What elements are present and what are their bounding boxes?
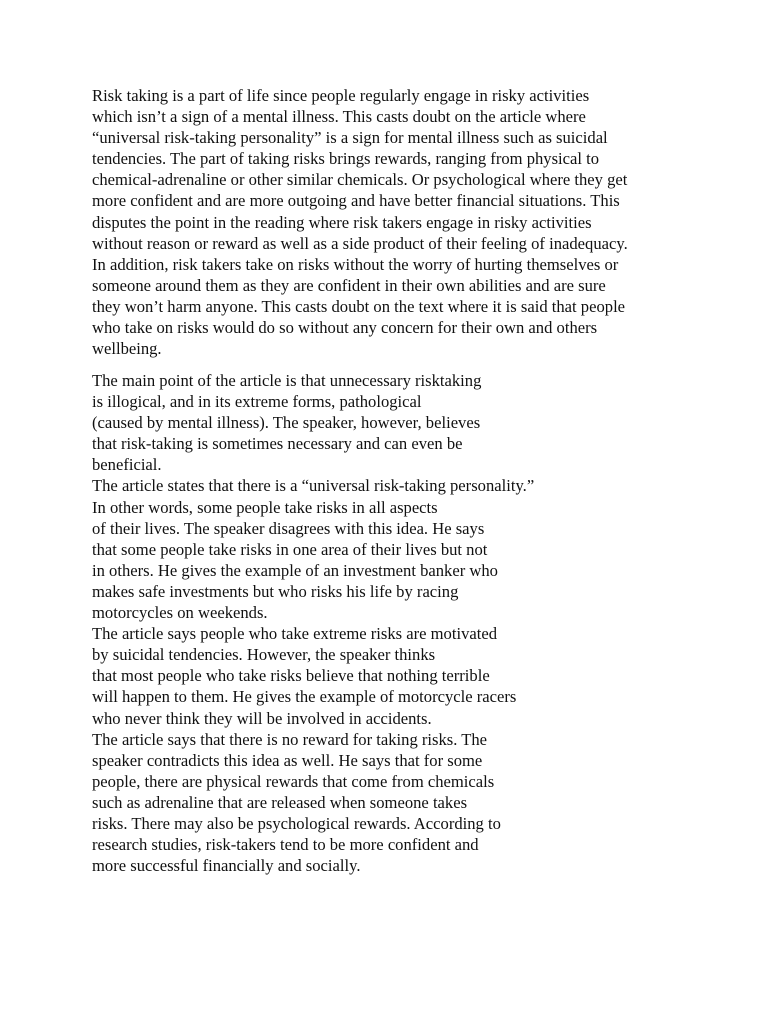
text-line: In addition, risk takers take on risks without the worry of hurting themselves or [92,254,619,274]
text-line: who never think they will be involved in accidents. [92,708,432,728]
text-line: beneficial. [92,455,162,475]
text-line: that risk-taking is sometimes necessary and can even be [92,434,463,454]
text-line: people, there are physical rewards that come from chemicals [92,771,495,791]
text-line: motorcycles on weekends. [92,603,268,623]
text-line: makes safe investments but who risks his life by racing [92,581,459,601]
text-line: risks. There may also be psychological rewards. According to [92,813,501,833]
text-line: wellbeing. [92,339,162,359]
text-line: that most people who take risks believe that nothing terrible [92,666,490,686]
text-line: chemical-adrenaline or other similar chemicals. Or psychological where they get [92,170,628,190]
text-line: disputes the point in the reading where risk takers engage in risky activities [92,212,592,232]
text-line: they won’t harm anyone. This casts doubt on the text where it is said that people [92,296,626,316]
text-line: (caused by mental illness). The speaker, however, believes [92,413,481,433]
text-line: in others. He gives the example of an investment banker who [92,560,498,580]
text-line: who take on risks would do so without any concern for their own and others [92,318,598,338]
text-line: will happen to them. He gives the example of motorcycle racers [92,687,517,707]
text-line: speaker contradicts this idea as well. He says that for some [92,750,483,770]
text-line: is illogical, and in its extreme forms, pathological [92,392,422,412]
paragraph-risk-taking-response [92,85,732,359]
text-line: tendencies. The part of taking risks brings rewards, ranging from physical to [92,149,600,169]
text-line: more confident and are more outgoing and have better financial situations. This [92,191,620,211]
text-line: In other words, some people take risks in all aspects [92,497,438,517]
text-line: more successful financially and socially. [92,856,361,876]
text-line: such as adrenaline that are released when someone takes [92,792,468,812]
text-line: The article says people who take extreme risks are motivated [92,624,498,644]
text-line: which isn’t a sign of a mental illness. This casts doubt on the article where [92,107,586,127]
paragraph-article-summary [92,370,612,876]
text-line: The article says that there is no reward for taking risks. The [92,729,488,749]
text-line: The article states that there is a “universal risk-taking personality.” [92,476,535,496]
text-line: “universal risk-taking personality” is a sign for mental illness such as suicidal [92,128,608,148]
text-line: Risk taking is a part of life since people regularly engage in risky activities [92,86,590,105]
text-line: by suicidal tendencies. However, the speaker thinks [92,645,436,665]
text-line: someone around them as they are confident in their own abilities and are sure [92,275,606,295]
text-line: that some people take risks in one area of their lives but not [92,539,488,559]
text-line: without reason or reward as well as a side product of their feeling of inadequacy. [92,233,628,253]
text-line: The main point of the article is that unnecessary risktaking [92,371,482,390]
text-line: research studies, risk-takers tend to be more confident and [92,835,479,855]
text-line: of their lives. The speaker disagrees with this idea. He says [92,518,485,538]
